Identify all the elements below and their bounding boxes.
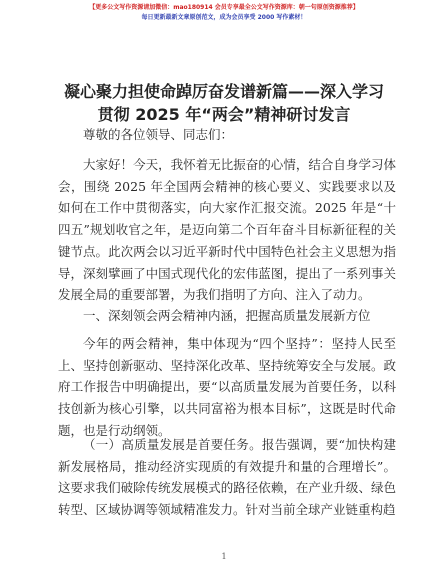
document-title-line-2: 贯彻 2025 年“两会”精神研讨发言 (97, 105, 351, 124)
document-title-line-1: 凝心聚力担使命踔厉奋发谱新篇——深入学习 (63, 82, 384, 101)
paragraph-section-1: 今年的两会精神，集中体现为“四个坚持”：坚持人民至上、坚持创新驱动、坚持深化改革、坚持统筹安全与发展。政府工作报告中明确提出，要“以高质量发展为首要任务，以科技创新为核心引擎，以共同富裕为根本目标”，这既是时代命题，也是行动纲领。 (58, 336, 396, 438)
page-number: 1 (221, 552, 227, 561)
greeting: 尊敬的各位领导、同志们： (83, 127, 234, 142)
header-banner-line-1: 【更多公文写作资源请加微信：mao180914 会员专享最全公文写作资源库：朝一句原创资源推荐】 (89, 4, 359, 11)
header-banner-line-2: 每日更新最新文章原创范文，成为会员享受 2000 写作素材！ (141, 14, 307, 21)
section-heading-1: 一、深刻领会两会精神内涵，把握高质量发展新方位 (83, 308, 371, 323)
paragraph-intro: 大家好！今天，我怀着无比振奋的心情，结合自身学习体会，围绕 2025 年全国两会精神的核心要义、实践要求以及如何在工作中贯彻落实，向大家作汇报交流。2025 年是“十四五”规划收官之年，是迈向第二个百年奋斗目标新征程的关键节点。此次两会以习近平新时代中国特色社会主义思想为指导，深刻擘画了中国式现代化的宏伟蓝图，提出了一系列事关发展全局的重要部署，为我们指明了方向、注入了动力。 (58, 157, 396, 303)
paragraph-subsection-1: （一）高质量发展是首要任务。报告强调，要“加快构建新发展格局，推动经济实现质的有效提升和量的合理增长”。这要求我们破除传统发展模式的路径依赖，在产业升级、绿色转型、区域协调等领域精准发力。针对当前全球产业链重构趋 (58, 437, 396, 518)
